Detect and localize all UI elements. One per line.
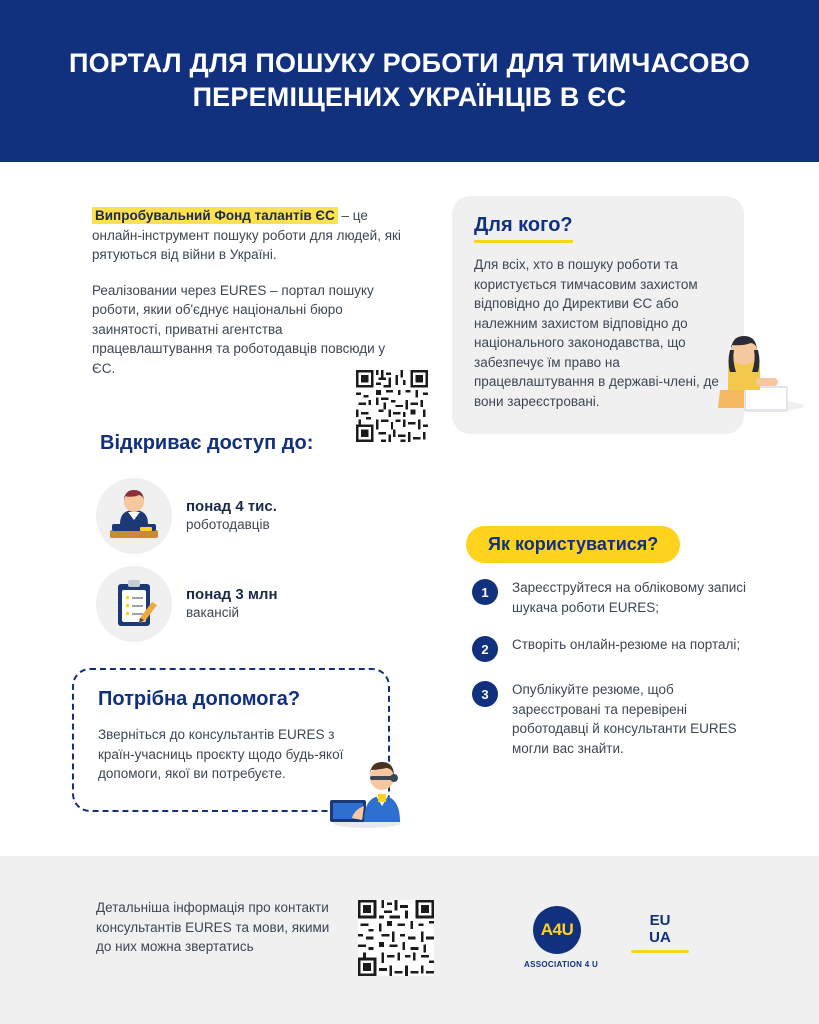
step-text: Зареєструйтеся на обліковому записі шукача роботи EURES;	[512, 580, 747, 615]
howto-step-1	[472, 578, 754, 617]
who-card-title-text: Для кого?	[474, 214, 573, 243]
step-text: Створіть онлайн-резюме на порталі;	[512, 637, 741, 653]
step-number: 3	[472, 681, 498, 707]
qr-code-footer[interactable]	[358, 900, 434, 976]
step-number: 2	[472, 636, 498, 662]
stat-vacancies	[96, 566, 278, 642]
who-card-body: Для всіх, хто в пошуку роботи та користується тимчасовим захистом відповідно до Директиви ЄС або належним захистом відповідно до національного законодавства, що забезпечує їм право на працевлаштування в державі-члені, де вони зареєстровані.	[474, 257, 719, 409]
step-number: 1	[472, 579, 498, 605]
a4u-label: ASSOCIATION 4 U	[524, 960, 599, 969]
logo-eu-ua[interactable]	[622, 912, 698, 953]
intro-block	[92, 206, 402, 379]
stat-vacancies-label: вакансій	[186, 604, 239, 620]
howto-step-2	[472, 635, 754, 662]
step-text: Опублікуйте резюме, щоб зареєстровані та перевірені роботодавці й консультанти EURES могли вас знайти.	[512, 682, 737, 756]
woman-with-laptop-illustration	[700, 330, 812, 412]
euua-line-2: UA	[649, 929, 671, 947]
access-section-title: Відкриває доступ до:	[100, 432, 314, 454]
help-card-body: Зверніться до консультантів EURES з країн-учасниць проєкту щодо будь-якої допомоги, якої ви потребуєте.	[98, 727, 344, 782]
help-card-title: Потрібна допомога?	[98, 688, 301, 710]
stat-employers	[96, 478, 277, 554]
howto-badge: Як користуватися?	[466, 526, 680, 563]
page-title: ПОРТАЛ ДЛЯ ПОШУКУ РОБОТИ ДЛЯ ТИМЧАСОВО ПЕРЕМІЩЕНИХ УКРАЇНЦІВ В ЄС	[69, 48, 750, 112]
howto-steps	[472, 578, 754, 776]
intro-paragraph-1-rest: – це онлайн-інструмент пошуку роботи для людей, які рятуються від війни в Україні.	[92, 208, 401, 263]
stat-vacancies-text	[186, 586, 278, 622]
stat-employers-label: роботодавців	[186, 516, 270, 532]
intro-highlight: Випробувальний Фонд талантів ЄС	[92, 207, 338, 224]
who-card-title	[474, 214, 724, 243]
page-header	[0, 0, 819, 162]
stat-vacancies-value: понад 3 млн	[186, 586, 278, 604]
logo-association4u[interactable]	[524, 906, 599, 969]
qr-code-main[interactable]	[356, 370, 428, 442]
intro-paragraph-1	[92, 206, 402, 265]
employer-icon	[96, 478, 172, 554]
euua-underline	[631, 950, 689, 953]
euua-line-1: EU	[649, 912, 671, 929]
stat-employers-text	[186, 498, 277, 534]
a4u-mark: A4U	[533, 906, 581, 954]
howto-step-3	[472, 680, 754, 758]
clipboard-icon	[96, 566, 172, 642]
consultant-illustration	[324, 748, 410, 828]
footer-text: Детальніша інформація про контакти консультантів EURES та мови, якими до них можна звертатись	[96, 900, 330, 955]
stat-employers-value: понад 4 тис.	[186, 498, 277, 516]
intro-paragraph-2: Реалізовании через EURES – портал пошуку роботи, якии об'єднує національні бюро заинятості, приватні агентства працевлаштування та роботодавців повсюди у ЄС.	[92, 282, 386, 376]
